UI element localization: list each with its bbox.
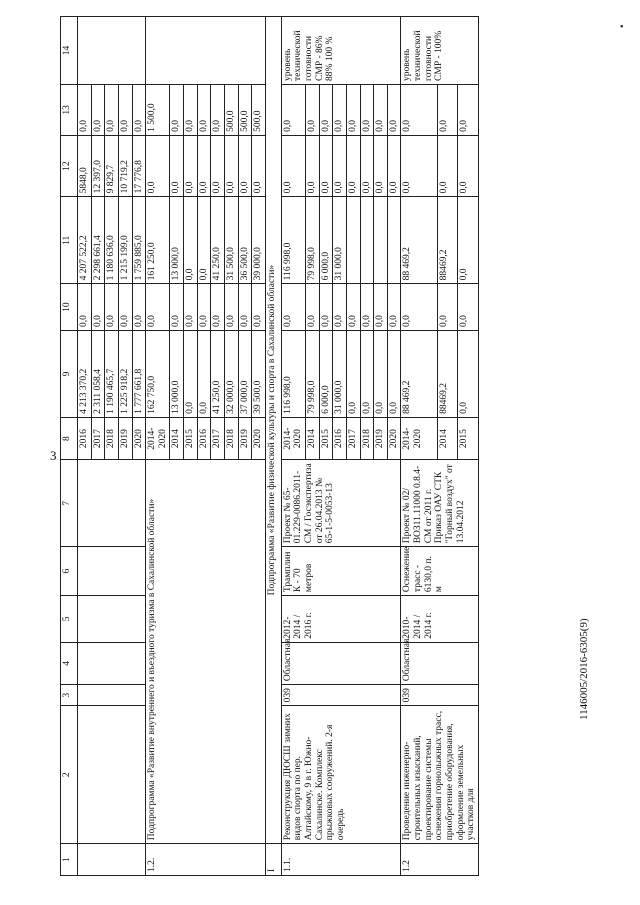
tourism-col-9: 13 000,0	[170, 330, 184, 417]
cont-col-10: 0,0	[78, 284, 92, 331]
column-header-5: 5	[61, 596, 78, 643]
object-1-1-col-11: 31 000,0	[333, 197, 347, 284]
object-1-2-col-13: 0,0	[437, 84, 457, 135]
object-1-2-document: Проект № 02/ВОЗ11.11000 0.8.4-СМ от 2011 г. Приказ ОАУ СТК "Горный воздух" от 13.04.2012	[401, 460, 478, 547]
object-1-1-col-11: 116 998,0	[281, 197, 305, 284]
column-header-8: 8	[61, 417, 78, 459]
tourism-col-8: 2014-2020	[146, 417, 170, 459]
object-1-1-col-11	[360, 197, 374, 284]
object-1-2-col-10: 0,0	[437, 284, 457, 331]
column-header-10: 10	[61, 284, 78, 331]
object-1-1-col-11	[387, 197, 401, 284]
object-1-2-col-12: 0,0	[401, 135, 437, 197]
tourism-col-10: 0,0	[197, 284, 211, 331]
object-1-1-col-13: 0,0	[374, 84, 388, 135]
cont-col-12: 5848,0	[78, 135, 92, 197]
object-1-1-col-8: 2015	[319, 417, 333, 459]
cont-col-11: 1 215 199,0	[118, 197, 132, 284]
tourism-col-13: 500,0	[252, 84, 266, 135]
object-1-2-col-12: 0,0	[437, 135, 457, 197]
object-1-1-col-11: 79 998,0	[306, 197, 320, 284]
object-1-1-col-8: 2016	[333, 417, 347, 459]
tourism-col-11: 41 250,0	[211, 197, 225, 284]
cell-name	[78, 706, 146, 844]
object-1-1-col-9: 116 998,0	[281, 330, 305, 417]
object-1-1-col-9: 0,0	[346, 330, 360, 417]
cont-col-9: 1 777 661,8	[132, 330, 146, 417]
object-1-1-col-10: 0,0	[306, 284, 320, 331]
object-1-1-col-9: 31 000,0	[333, 330, 347, 417]
object-1-1-col-12: 0,0	[306, 135, 320, 197]
column-header-9: 9	[61, 330, 78, 417]
cont-col-9: 1 190 465,7	[105, 330, 119, 417]
cont-col-10: 0,0	[105, 284, 119, 331]
tourism-col-9: 37 000,0	[238, 330, 252, 417]
cont-col-12: 9 829,7	[105, 135, 119, 197]
object-1-1-col-13: 0,0	[306, 84, 320, 135]
object-1-2-col-10: 0,0	[401, 284, 437, 331]
tourism-col-13: 500,0	[238, 84, 252, 135]
cell-col-4	[78, 642, 146, 684]
object-1-2-col-11: 88 469,2	[401, 197, 437, 284]
object-1-1-name: Реконструкция ДЮСШ зимних видов спорта по пер. Алтайскому, 9 в г. Южно-Сахалинске. Комплекс прыжковых сооружений. 2-я очередь	[281, 706, 401, 844]
cont-col-13: 0,0	[105, 84, 119, 135]
object-1-1-col-11	[346, 197, 360, 284]
cont-col-9: 2 311 058,4	[91, 330, 105, 417]
tourism-col-12: 0,0	[224, 135, 238, 197]
cont-col-11: 1 180 636,0	[105, 197, 119, 284]
object-1-1-col-10: 0,0	[346, 284, 360, 331]
tourism-col-12: 0,0	[170, 135, 184, 197]
tourism-col-11: 39 000,0	[252, 197, 266, 284]
object-1-1-capacity: Трамплин К - 70 метров	[281, 547, 401, 596]
column-header-1: 1	[61, 844, 78, 876]
cont-col-13: 0,0	[78, 84, 92, 135]
object-1-1-col-13: 0,0	[346, 84, 360, 135]
object-1-2-col-9: 88469,2	[437, 330, 457, 417]
cont-col-13: 0,0	[91, 84, 105, 135]
cont-col-13: 0,0	[132, 84, 146, 135]
tourism-col-12: 0,0	[238, 135, 252, 197]
object-1-2-col-8: 2014-2020	[401, 417, 437, 459]
object-1-1-col-10: 0,0	[333, 284, 347, 331]
tourism-col-8: 2016	[197, 417, 211, 459]
cell-col-3	[78, 685, 146, 706]
object-1-2-col-8: 2015	[458, 417, 478, 459]
header-row	[61, 17, 78, 876]
tourism-col-9: 39 500,0	[252, 330, 266, 417]
object-1-2-level: Областная	[401, 642, 478, 684]
tourism-col-13: 0,0	[170, 84, 184, 135]
object-1-1-col-11	[374, 197, 388, 284]
tourism-col-11: 13 000,0	[170, 197, 184, 284]
cell-col-5	[78, 596, 146, 643]
tourism-col-9: 32 000,0	[224, 330, 238, 417]
subprogram-title: Подпрограмма «Развитие внутреннего и въездного туризма в Сахалинской области»	[146, 460, 266, 844]
object-1-1-col-12: 0,0	[346, 135, 360, 197]
cell-col-6	[78, 547, 146, 596]
object-1-1-col-10: 0,0	[360, 284, 374, 331]
object-1-1-col-9: 6 000,0	[319, 330, 333, 417]
tourism-col-9: 41 250,0	[211, 330, 225, 417]
column-header-7: 7	[61, 460, 78, 547]
tourism-col-13: 1 500,0	[146, 84, 170, 135]
object-1-1-col-8: 2017	[346, 417, 360, 459]
column-header-14: 14	[61, 17, 78, 85]
cont-col-13: 0,0	[118, 84, 132, 135]
object-1-2-code: 039	[401, 685, 478, 706]
object-1-2-col-11: 0,0	[458, 197, 478, 284]
cont-col-12: 12 397,0	[91, 135, 105, 197]
tourism-col-11: 161 250,0	[146, 197, 170, 284]
object-1-1-col-8: 2019	[374, 417, 388, 459]
object-1-1-col-10: 0,0	[281, 284, 305, 331]
column-header-13: 13	[61, 84, 78, 135]
tourism-col-12: 0,0	[197, 135, 211, 197]
object-1-1-col-13: 0,0	[319, 84, 333, 135]
tourism-col-12: 0,0	[146, 135, 170, 197]
column-header-3: 3	[61, 685, 78, 706]
tourism-col-9: 162 750,0	[146, 330, 170, 417]
table-body	[61, 17, 479, 876]
cont-col-10: 0,0	[132, 284, 146, 331]
object-1-1-col-10: 0,0	[374, 284, 388, 331]
tourism-col-12: 0,0	[184, 135, 198, 197]
document-code: 1146005/2016-6305(9)	[578, 618, 590, 720]
object-1-1-col-12: 0,0	[387, 135, 401, 197]
cont-col-11: 1 759 885,0	[132, 197, 146, 284]
object-1-1-col-13: 0,0	[281, 84, 305, 135]
tourism-col-8: 2015	[184, 417, 198, 459]
object-1-1-col-9: 79 998,0	[306, 330, 320, 417]
object-1-2-col-9: 88 469,2	[401, 330, 437, 417]
object-1-1-col-12: 0,0	[319, 135, 333, 197]
column-header-12: 12	[61, 135, 78, 197]
object-1-2-number: 1.2	[401, 844, 478, 876]
column-header-4: 4	[61, 642, 78, 684]
object-1-1-col-8: 2020	[387, 417, 401, 459]
tourism-col-13: 500,0	[224, 84, 238, 135]
tourism-col-11: 36 500,0	[238, 197, 252, 284]
object-1-1-code: 039	[281, 685, 401, 706]
cont-col-10: 0,0	[118, 284, 132, 331]
object-1-2-capacity: Оснежение трасс - 6130,0 п. м	[401, 547, 478, 596]
object-1-1-col-8: 2014-2020	[281, 417, 305, 459]
tourism-col-13: 0,0	[197, 84, 211, 135]
object-1-1-period: 2012-2014 / 2016 г.	[281, 596, 401, 643]
object-1-1-col-12: 0,0	[360, 135, 374, 197]
object-1-1-col-12: 0,0	[333, 135, 347, 197]
tourism-col-8: 2020	[252, 417, 266, 459]
tourism-col-8: 2017	[211, 417, 225, 459]
rotated-table-container	[60, 16, 595, 876]
section-heading-row	[265, 17, 281, 876]
object-1-1-col-13: 0,0	[333, 84, 347, 135]
section-number: I	[265, 844, 281, 876]
tourism-col-13: 0,0	[184, 84, 198, 135]
cont-col-11: 4 207 522,2	[78, 197, 92, 284]
object-1-1-level: Областная	[281, 642, 401, 684]
page-number: 3	[50, 448, 57, 463]
object-1-1-col-8: 2018	[360, 417, 374, 459]
object-1-2-name: Проведение инженерно-строительных изысканий, проектирование системы оснежения горнолыжных трасс, приобретение оборудования, оформление земельных участков для	[401, 706, 478, 844]
object-1-1-col-9: 0,0	[360, 330, 374, 417]
tourism-col-10: 0,0	[224, 284, 238, 331]
tourism-col-10: 0,0	[146, 284, 170, 331]
object-1-1-col-13: 0,0	[360, 84, 374, 135]
object-1-2-col-11: 88469,2	[437, 197, 457, 284]
tourism-col-8: 2014	[170, 417, 184, 459]
tourism-col-10: 0,0	[184, 284, 198, 331]
tourism-col-11: 31 500,0	[224, 197, 238, 284]
object-1-1-number: 1.1.	[281, 844, 401, 876]
column-header-6: 6	[61, 547, 78, 596]
object-1-2-note: уровень технической готовности СМР - 100%	[401, 17, 478, 85]
object-1-2-col-13: 0,0	[401, 84, 437, 135]
budget-table	[60, 16, 479, 876]
object-1-1-col-10: 0,0	[387, 284, 401, 331]
subprogram-number: 1.2.	[146, 844, 266, 876]
cont-col-10: 0,0	[91, 284, 105, 331]
cont-col-8: 2018	[105, 417, 119, 459]
tourism-col-11: 0,0	[184, 197, 198, 284]
object-1-1-col-12: 0,0	[281, 135, 305, 197]
tourism-col-10: 0,0	[170, 284, 184, 331]
object-1-1-col-9: 0,0	[374, 330, 388, 417]
tourism-col-10: 0,0	[238, 284, 252, 331]
object-1-1-note: уровень технической готовности СМР - 86% 88% 100 %	[281, 17, 401, 85]
cell-note	[78, 17, 146, 85]
tourism-col-10: 0,0	[211, 284, 225, 331]
object-1-2-col-12: 0,0	[458, 135, 478, 197]
tourism-col-9: 0,0	[197, 330, 211, 417]
cont-col-12: 17 776,8	[132, 135, 146, 197]
tourism-col-13: 0,0	[211, 84, 225, 135]
cont-col-8: 2017	[91, 417, 105, 459]
table-row	[401, 17, 437, 876]
object-1-1-col-9: 0,0	[387, 330, 401, 417]
object-1-1-document: Проект № 65-01.229-0086.2011-СМ / Госэкспертиза от 26.04.2013 № 65-1-5-0053-13	[281, 460, 401, 547]
scan-mark: •	[620, 22, 624, 33]
tourism-col-8: 2018	[224, 417, 238, 459]
object-1-2-period: 2010-2014 / 2014 г.	[401, 596, 478, 643]
table-row	[146, 17, 170, 876]
column-header-11: 11	[61, 197, 78, 284]
table-row	[281, 17, 305, 876]
object-1-1-col-13: 0,0	[387, 84, 401, 135]
cont-col-8: 2020	[132, 417, 146, 459]
tourism-col-12: 0,0	[211, 135, 225, 197]
object-1-2-col-10: 0,0	[458, 284, 478, 331]
cont-col-11: 2 298 661,4	[91, 197, 105, 284]
object-1-2-col-9: 0,0	[458, 330, 478, 417]
cont-col-9: 4 213 370,2	[78, 330, 92, 417]
cont-col-8: 2016	[78, 417, 92, 459]
column-header-2: 2	[61, 706, 78, 844]
cell-note	[146, 17, 266, 85]
section-title: Подпрограмма «Развитие физической культуры и спорта в Сахалинской области»	[265, 17, 281, 844]
object-1-2-col-13: 0,0	[458, 84, 478, 135]
object-1-1-col-10: 0,0	[319, 284, 333, 331]
object-1-1-col-8: 2014	[306, 417, 320, 459]
table-row	[78, 17, 92, 876]
object-1-1-col-11: 6 000,0	[319, 197, 333, 284]
object-1-1-col-12: 0,0	[374, 135, 388, 197]
tourism-col-11: 0,0	[197, 197, 211, 284]
cont-col-8: 2019	[118, 417, 132, 459]
object-1-2-col-8: 2014	[437, 417, 457, 459]
cell-num	[78, 844, 146, 876]
tourism-col-10: 0,0	[252, 284, 266, 331]
cont-col-12: 10 719,2	[118, 135, 132, 197]
tourism-col-8: 2019	[238, 417, 252, 459]
cell-col-7	[78, 460, 146, 547]
tourism-col-12: 0,0	[252, 135, 266, 197]
cont-col-9: 1 225 918,2	[118, 330, 132, 417]
tourism-col-9: 0,0	[184, 330, 198, 417]
